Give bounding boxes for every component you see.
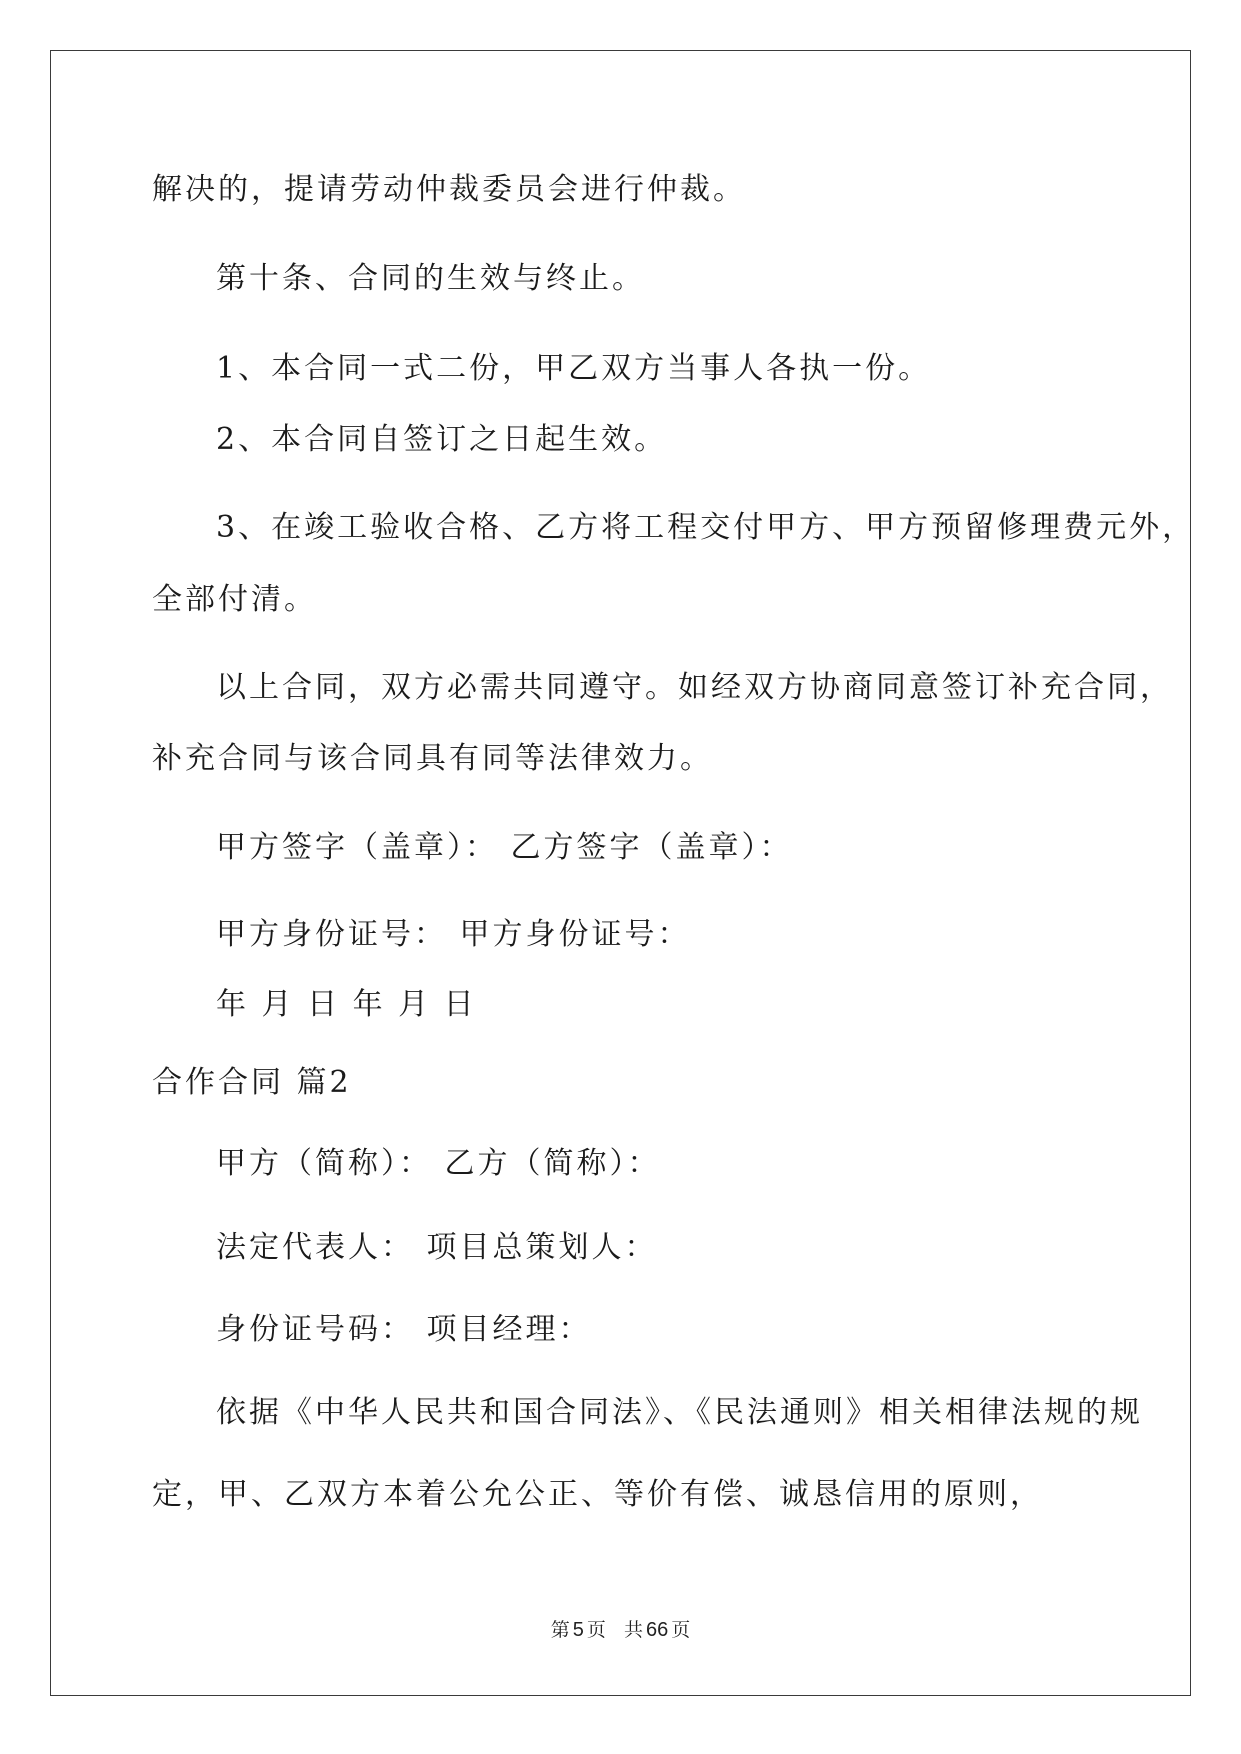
footer-current-page: 5 [572,1619,584,1641]
party-names-line: 甲方（简称）： 乙方（简称）： [216,1146,661,1181]
basis-paragraph-cont: 定，甲、乙双方本着公允公正、等价有偿、诚恳信用的原则， [152,1477,1043,1512]
id-number-line: 甲方身份证号： 甲方身份证号： [216,917,691,952]
signature-line: 甲方签字（盖章）： 乙方签字（盖章）： [216,830,793,865]
clause-10-item-1: 1、本合同一式二份，甲乙双方当事人各执一份。 [216,351,932,386]
date-line: 年 月 日 年 月 日 [216,987,477,1022]
basis-paragraph: 依据《中华人民共和国合同法》、《民法通则》相关相律法规的规 [216,1395,1143,1430]
section-title: 合作合同 篇2 [152,1065,352,1100]
footer-page-prefix: 第 [550,1619,570,1641]
clause-10-heading: 第十条、合同的生效与终止。 [216,261,645,296]
closing-paragraph-cont: 补充合同与该合同具有同等法律效力。 [152,741,713,776]
body-line-1: 解决的，提请劳动仲裁委员会进行仲裁。 [152,172,746,207]
representative-line: 法定代表人： 项目总策划人： [216,1230,658,1265]
closing-paragraph: 以上合同，双方必需共同遵守。如经双方协商同意签订补充合同， [216,670,1173,705]
footer-page-unit: 页 [586,1619,606,1641]
footer-total-unit: 页 [671,1619,691,1641]
clause-10-item-2: 2、本合同自签订之日起生效。 [216,422,668,457]
clause-10-item-3: 3、在竣工验收合格、乙方将工程交付甲方、甲方预留修理费元外， [216,510,1196,545]
id-manager-line: 身份证号码： 项目经理： [216,1312,592,1347]
footer-total-prefix: 共 [623,1619,643,1641]
clause-10-item-3-cont: 全部付清。 [152,582,317,617]
footer-total-pages: 66 [645,1619,669,1641]
page-footer [0,1618,1241,1642]
